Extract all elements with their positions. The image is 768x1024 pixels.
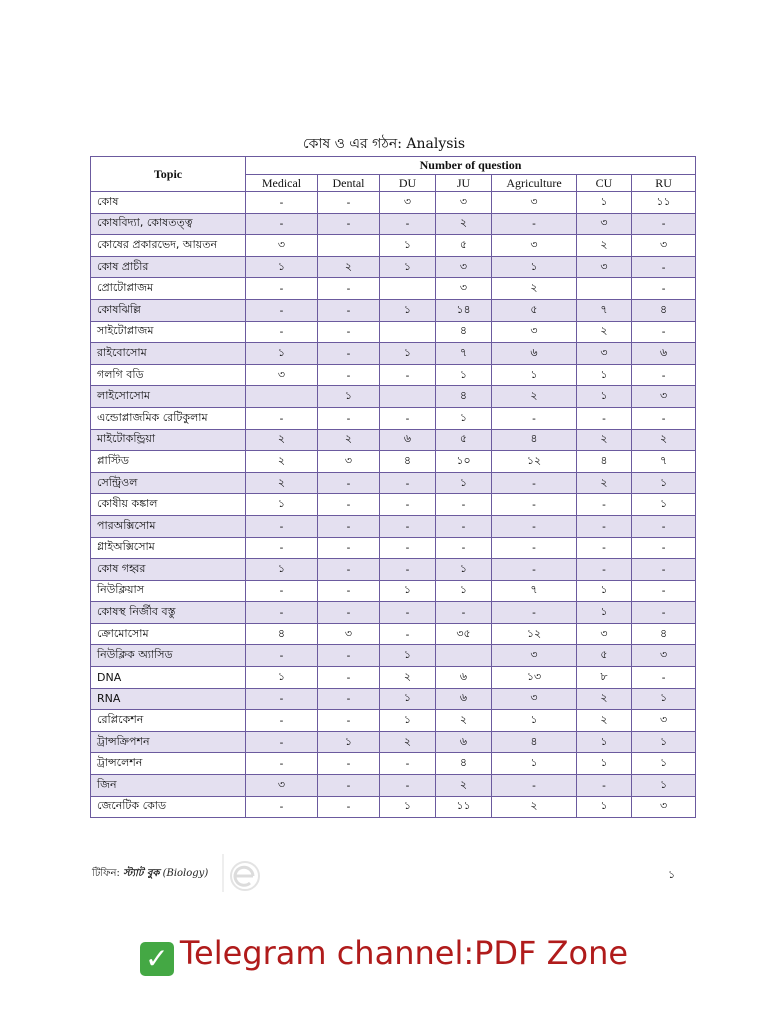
table-row xyxy=(91,278,696,300)
topic-cell: কোষস্থ নির্জীব বস্তু xyxy=(91,602,246,624)
count-cell: ১ xyxy=(577,731,632,753)
table-row xyxy=(91,299,696,321)
topic-cell: DNA xyxy=(91,667,246,689)
telegram-banner xyxy=(0,934,768,976)
count-cell: - xyxy=(246,796,318,818)
footer-subject: (Biology) xyxy=(162,868,209,879)
column-header: JU xyxy=(436,175,492,192)
count-cell: ১ xyxy=(492,256,577,278)
count-cell: - xyxy=(318,515,380,537)
topic-cell: কোষ xyxy=(91,192,246,214)
column-header: DU xyxy=(380,175,436,192)
count-cell: - xyxy=(318,299,380,321)
count-cell: ৫ xyxy=(577,645,632,667)
count-cell: - xyxy=(380,472,436,494)
count-cell: ১২ xyxy=(492,623,577,645)
table-row xyxy=(91,343,696,365)
count-cell: - xyxy=(318,602,380,624)
column-header: CU xyxy=(577,175,632,192)
count-cell: ১ xyxy=(380,688,436,710)
topic-cell: রেপ্লিকেশন xyxy=(91,710,246,732)
footer-book-title xyxy=(92,866,208,883)
count-cell: ২ xyxy=(380,667,436,689)
count-cell: ১ xyxy=(380,710,436,732)
count-cell: - xyxy=(632,580,696,602)
count-cell xyxy=(380,278,436,300)
analysis-table xyxy=(90,156,696,818)
count-cell: - xyxy=(632,602,696,624)
count-cell: - xyxy=(380,537,436,559)
count-cell: ৩ xyxy=(436,256,492,278)
count-cell: - xyxy=(632,321,696,343)
count-cell: - xyxy=(246,688,318,710)
count-cell: ৩ xyxy=(492,192,577,214)
count-cell: - xyxy=(318,192,380,214)
count-cell: ১ xyxy=(577,796,632,818)
topic-cell: ট্রান্সক্রিপশন xyxy=(91,731,246,753)
count-cell: - xyxy=(380,494,436,516)
count-cell: - xyxy=(318,580,380,602)
count-cell: ২ xyxy=(380,731,436,753)
count-cell: ৬ xyxy=(436,731,492,753)
topic-cell: নিউক্লিক অ্যাসিড xyxy=(91,645,246,667)
count-cell: ৪ xyxy=(492,429,577,451)
count-cell: ২ xyxy=(246,429,318,451)
count-cell: ১ xyxy=(577,364,632,386)
count-cell: ৩ xyxy=(246,364,318,386)
telegram-text: Telegram channel:PDF Zone xyxy=(179,934,629,972)
count-cell: - xyxy=(632,213,696,235)
count-cell xyxy=(436,645,492,667)
count-cell: ৩৫ xyxy=(436,623,492,645)
count-cell: ২ xyxy=(577,429,632,451)
count-cell: - xyxy=(492,515,577,537)
count-cell: - xyxy=(577,775,632,797)
table-row xyxy=(91,775,696,797)
count-cell: - xyxy=(380,775,436,797)
count-cell: ৩ xyxy=(632,710,696,732)
topic-cell: এন্ডোপ্লাজমিক রেটিকুলাম xyxy=(91,407,246,429)
count-cell: - xyxy=(436,602,492,624)
count-cell: ২ xyxy=(577,235,632,257)
column-header: RU xyxy=(632,175,696,192)
count-cell: ৩ xyxy=(246,235,318,257)
count-cell: ৩ xyxy=(632,645,696,667)
count-cell: - xyxy=(577,537,632,559)
count-cell: ৩ xyxy=(492,321,577,343)
count-cell: ৩ xyxy=(492,645,577,667)
count-cell: ৬ xyxy=(436,667,492,689)
count-cell: ১ xyxy=(577,753,632,775)
count-cell: ৭ xyxy=(632,451,696,473)
count-cell: ১ xyxy=(577,580,632,602)
topic-cell: সাইটোপ্লাজম xyxy=(91,321,246,343)
count-cell: ১ xyxy=(380,796,436,818)
count-cell: - xyxy=(632,364,696,386)
count-cell: - xyxy=(246,753,318,775)
count-cell: ৫ xyxy=(436,235,492,257)
count-cell: ৪ xyxy=(632,623,696,645)
table-row xyxy=(91,407,696,429)
count-cell: ১ xyxy=(380,645,436,667)
topic-cell: প্রোটোপ্লাজম xyxy=(91,278,246,300)
count-cell: ১৩ xyxy=(492,667,577,689)
count-cell: - xyxy=(318,364,380,386)
count-cell: ১০ xyxy=(436,451,492,473)
table-row xyxy=(91,256,696,278)
count-cell: ১ xyxy=(380,580,436,602)
count-cell: ১ xyxy=(436,559,492,581)
count-cell: - xyxy=(318,688,380,710)
watermark-logo-icon xyxy=(220,852,270,894)
count-cell: ৩ xyxy=(577,343,632,365)
count-cell xyxy=(318,235,380,257)
count-cell: ২ xyxy=(436,710,492,732)
count-cell: - xyxy=(318,753,380,775)
count-cell: ৩ xyxy=(632,386,696,408)
count-cell: ১ xyxy=(246,256,318,278)
count-cell: ১ xyxy=(246,343,318,365)
count-cell: - xyxy=(577,559,632,581)
count-cell: - xyxy=(318,775,380,797)
column-header: Agriculture xyxy=(492,175,577,192)
topic-cell: কোষীয় কঙ্কাল xyxy=(91,494,246,516)
table-row xyxy=(91,451,696,473)
count-cell: ১ xyxy=(577,386,632,408)
count-cell: ১ xyxy=(246,667,318,689)
topic-cell: পারঅক্সিসোম xyxy=(91,515,246,537)
topic-cell: লাইসোসোম xyxy=(91,386,246,408)
count-cell: ৪ xyxy=(632,299,696,321)
table-row xyxy=(91,688,696,710)
table-row xyxy=(91,364,696,386)
table-row xyxy=(91,472,696,494)
count-cell: ৪ xyxy=(246,623,318,645)
count-cell: - xyxy=(577,407,632,429)
count-cell: ২ xyxy=(492,796,577,818)
topic-cell: RNA xyxy=(91,688,246,710)
count-cell: - xyxy=(632,278,696,300)
count-cell: ৪ xyxy=(436,321,492,343)
count-cell: ১ xyxy=(246,494,318,516)
count-cell: - xyxy=(318,537,380,559)
count-cell: ২ xyxy=(246,451,318,473)
count-cell: ৩ xyxy=(436,278,492,300)
count-cell: ৪ xyxy=(436,753,492,775)
count-cell: ২ xyxy=(246,472,318,494)
count-cell: ১ xyxy=(318,386,380,408)
count-cell: - xyxy=(318,710,380,732)
table-row xyxy=(91,602,696,624)
count-cell: ১ xyxy=(492,710,577,732)
topic-cell: কোষের প্রকারভেদ, আয়তন xyxy=(91,235,246,257)
count-cell: - xyxy=(380,407,436,429)
count-cell: ১ xyxy=(632,688,696,710)
count-cell: ১ xyxy=(577,192,632,214)
count-cell: ১ xyxy=(380,299,436,321)
topic-cell: কোষবিদ্যা, কোষতত্ত্ব xyxy=(91,213,246,235)
topic-cell: কোষঝিল্লি xyxy=(91,299,246,321)
count-cell: ১২ xyxy=(492,451,577,473)
count-cell: ৫ xyxy=(492,299,577,321)
number-of-question-header: Number of question xyxy=(246,157,696,175)
column-header: Medical xyxy=(246,175,318,192)
table-row xyxy=(91,710,696,732)
count-cell: - xyxy=(577,494,632,516)
count-cell: ২ xyxy=(577,688,632,710)
table-row xyxy=(91,580,696,602)
table-row xyxy=(91,731,696,753)
count-cell: - xyxy=(492,472,577,494)
count-cell: ৩ xyxy=(492,235,577,257)
page-title: কোষ ও এর গঠন: Analysis xyxy=(302,136,466,152)
table-row xyxy=(91,515,696,537)
topic-cell: রাইবোসোম xyxy=(91,343,246,365)
count-cell: - xyxy=(380,623,436,645)
topic-cell: মাইটোকন্ড্রিয়া xyxy=(91,429,246,451)
count-cell: ৩ xyxy=(380,192,436,214)
count-cell: ৩ xyxy=(246,775,318,797)
count-cell: ১১ xyxy=(436,796,492,818)
topic-cell: নিউক্লিয়াস xyxy=(91,580,246,602)
topic-header: Topic xyxy=(91,157,246,192)
count-cell: ৩ xyxy=(577,256,632,278)
count-cell: ৭ xyxy=(492,580,577,602)
count-cell: - xyxy=(436,494,492,516)
count-cell: ২ xyxy=(577,321,632,343)
count-cell: - xyxy=(492,602,577,624)
count-cell: - xyxy=(318,407,380,429)
count-cell: - xyxy=(246,710,318,732)
table-row xyxy=(91,321,696,343)
count-cell: ১ xyxy=(318,731,380,753)
count-cell: - xyxy=(436,515,492,537)
count-cell: - xyxy=(318,321,380,343)
count-cell: ১ xyxy=(380,343,436,365)
count-cell: - xyxy=(492,537,577,559)
count-cell: ১ xyxy=(436,580,492,602)
count-cell: ৩ xyxy=(318,451,380,473)
count-cell: ২ xyxy=(436,775,492,797)
count-cell: - xyxy=(492,494,577,516)
topic-cell: ট্রান্সলেশন xyxy=(91,753,246,775)
table-row xyxy=(91,235,696,257)
count-cell xyxy=(246,386,318,408)
count-cell: - xyxy=(246,645,318,667)
count-cell: ৭ xyxy=(436,343,492,365)
count-cell: ১ xyxy=(436,407,492,429)
count-cell: - xyxy=(318,278,380,300)
count-cell: - xyxy=(380,515,436,537)
count-cell: ২ xyxy=(318,256,380,278)
table-row xyxy=(91,667,696,689)
table-row xyxy=(91,753,696,775)
count-cell: - xyxy=(632,515,696,537)
count-cell: - xyxy=(380,559,436,581)
count-cell: - xyxy=(246,407,318,429)
count-cell: ২ xyxy=(492,278,577,300)
count-cell: ২ xyxy=(436,213,492,235)
topic-cell: সেন্ট্রিওল xyxy=(91,472,246,494)
count-cell: ৭ xyxy=(577,299,632,321)
count-cell: ৬ xyxy=(632,343,696,365)
count-cell: - xyxy=(246,192,318,214)
count-cell: ১ xyxy=(246,559,318,581)
count-cell: ১ xyxy=(577,602,632,624)
count-cell: ২ xyxy=(577,710,632,732)
count-cell: - xyxy=(246,602,318,624)
count-cell: ১ xyxy=(492,753,577,775)
count-cell: - xyxy=(380,753,436,775)
count-cell: ১ xyxy=(436,364,492,386)
topic-cell: গলগি বডি xyxy=(91,364,246,386)
table-row xyxy=(91,645,696,667)
table-row xyxy=(91,537,696,559)
count-cell: ৬ xyxy=(492,343,577,365)
count-cell: ১ xyxy=(492,364,577,386)
table-row xyxy=(91,386,696,408)
count-cell: ৪ xyxy=(436,386,492,408)
count-cell: - xyxy=(380,364,436,386)
count-cell: - xyxy=(318,494,380,516)
count-cell: ২ xyxy=(318,429,380,451)
topic-cell: কোষ গহ্বর xyxy=(91,559,246,581)
table-row xyxy=(91,429,696,451)
count-cell: - xyxy=(492,775,577,797)
footer-book: স্ট্যাট বুক xyxy=(123,868,160,879)
count-cell: - xyxy=(632,559,696,581)
count-cell: ১ xyxy=(380,235,436,257)
count-cell: ২ xyxy=(577,472,632,494)
count-cell: - xyxy=(246,580,318,602)
table-row xyxy=(91,494,696,516)
count-cell: - xyxy=(632,256,696,278)
count-cell: ১ xyxy=(632,753,696,775)
count-cell: ২ xyxy=(492,386,577,408)
count-cell: - xyxy=(318,645,380,667)
count-cell xyxy=(380,386,436,408)
count-cell: ৩ xyxy=(436,192,492,214)
count-cell: - xyxy=(246,213,318,235)
count-cell: ১১ xyxy=(632,192,696,214)
count-cell: ১ xyxy=(632,494,696,516)
table-row xyxy=(91,192,696,214)
count-cell: - xyxy=(318,472,380,494)
count-cell: - xyxy=(246,731,318,753)
count-cell: ৬ xyxy=(380,429,436,451)
count-cell: - xyxy=(246,515,318,537)
count-cell: - xyxy=(318,343,380,365)
count-cell: - xyxy=(380,213,436,235)
count-cell: ৬ xyxy=(436,688,492,710)
count-cell: ৩ xyxy=(632,235,696,257)
count-cell: ১ xyxy=(632,731,696,753)
count-cell: ১ xyxy=(632,775,696,797)
count-cell xyxy=(577,278,632,300)
count-cell: ৩ xyxy=(632,796,696,818)
check-mark-icon: ✓ xyxy=(140,942,174,976)
count-cell: - xyxy=(632,667,696,689)
topic-cell: জেনেটিক কোড xyxy=(91,796,246,818)
column-header: Dental xyxy=(318,175,380,192)
count-cell: ৫ xyxy=(436,429,492,451)
count-cell: ৪ xyxy=(577,451,632,473)
count-cell: - xyxy=(492,213,577,235)
count-cell: - xyxy=(318,796,380,818)
count-cell: - xyxy=(246,299,318,321)
count-cell: ৩ xyxy=(492,688,577,710)
count-cell: - xyxy=(246,278,318,300)
count-cell: ১৪ xyxy=(436,299,492,321)
count-cell: ১ xyxy=(632,472,696,494)
count-cell: ৩ xyxy=(577,623,632,645)
count-cell xyxy=(380,321,436,343)
count-cell: ১ xyxy=(380,256,436,278)
count-cell: - xyxy=(246,321,318,343)
topic-cell: ক্রোমোসোম xyxy=(91,623,246,645)
count-cell: - xyxy=(318,559,380,581)
count-cell: - xyxy=(632,407,696,429)
count-cell: - xyxy=(318,667,380,689)
count-cell: - xyxy=(577,515,632,537)
count-cell: - xyxy=(492,407,577,429)
count-cell: - xyxy=(492,559,577,581)
table-row xyxy=(91,559,696,581)
count-cell: ৩ xyxy=(577,213,632,235)
topic-cell: প্লাস্টিড xyxy=(91,451,246,473)
count-cell: ৪ xyxy=(380,451,436,473)
count-cell: - xyxy=(632,537,696,559)
table-row xyxy=(91,213,696,235)
page-number: ১ xyxy=(668,868,676,881)
count-cell: - xyxy=(380,602,436,624)
count-cell: ১ xyxy=(436,472,492,494)
count-cell: - xyxy=(246,537,318,559)
footer-prefix: টিফিন: xyxy=(92,868,120,879)
table-row xyxy=(91,623,696,645)
topic-cell: কোষ প্রাচীর xyxy=(91,256,246,278)
count-cell: ২ xyxy=(632,429,696,451)
count-cell: - xyxy=(318,213,380,235)
topic-cell: জিন xyxy=(91,775,246,797)
count-cell: - xyxy=(436,537,492,559)
count-cell: ৮ xyxy=(577,667,632,689)
topic-cell: গ্লাইঅক্সিসোম xyxy=(91,537,246,559)
table-row xyxy=(91,796,696,818)
count-cell: ৪ xyxy=(492,731,577,753)
count-cell: ৩ xyxy=(318,623,380,645)
